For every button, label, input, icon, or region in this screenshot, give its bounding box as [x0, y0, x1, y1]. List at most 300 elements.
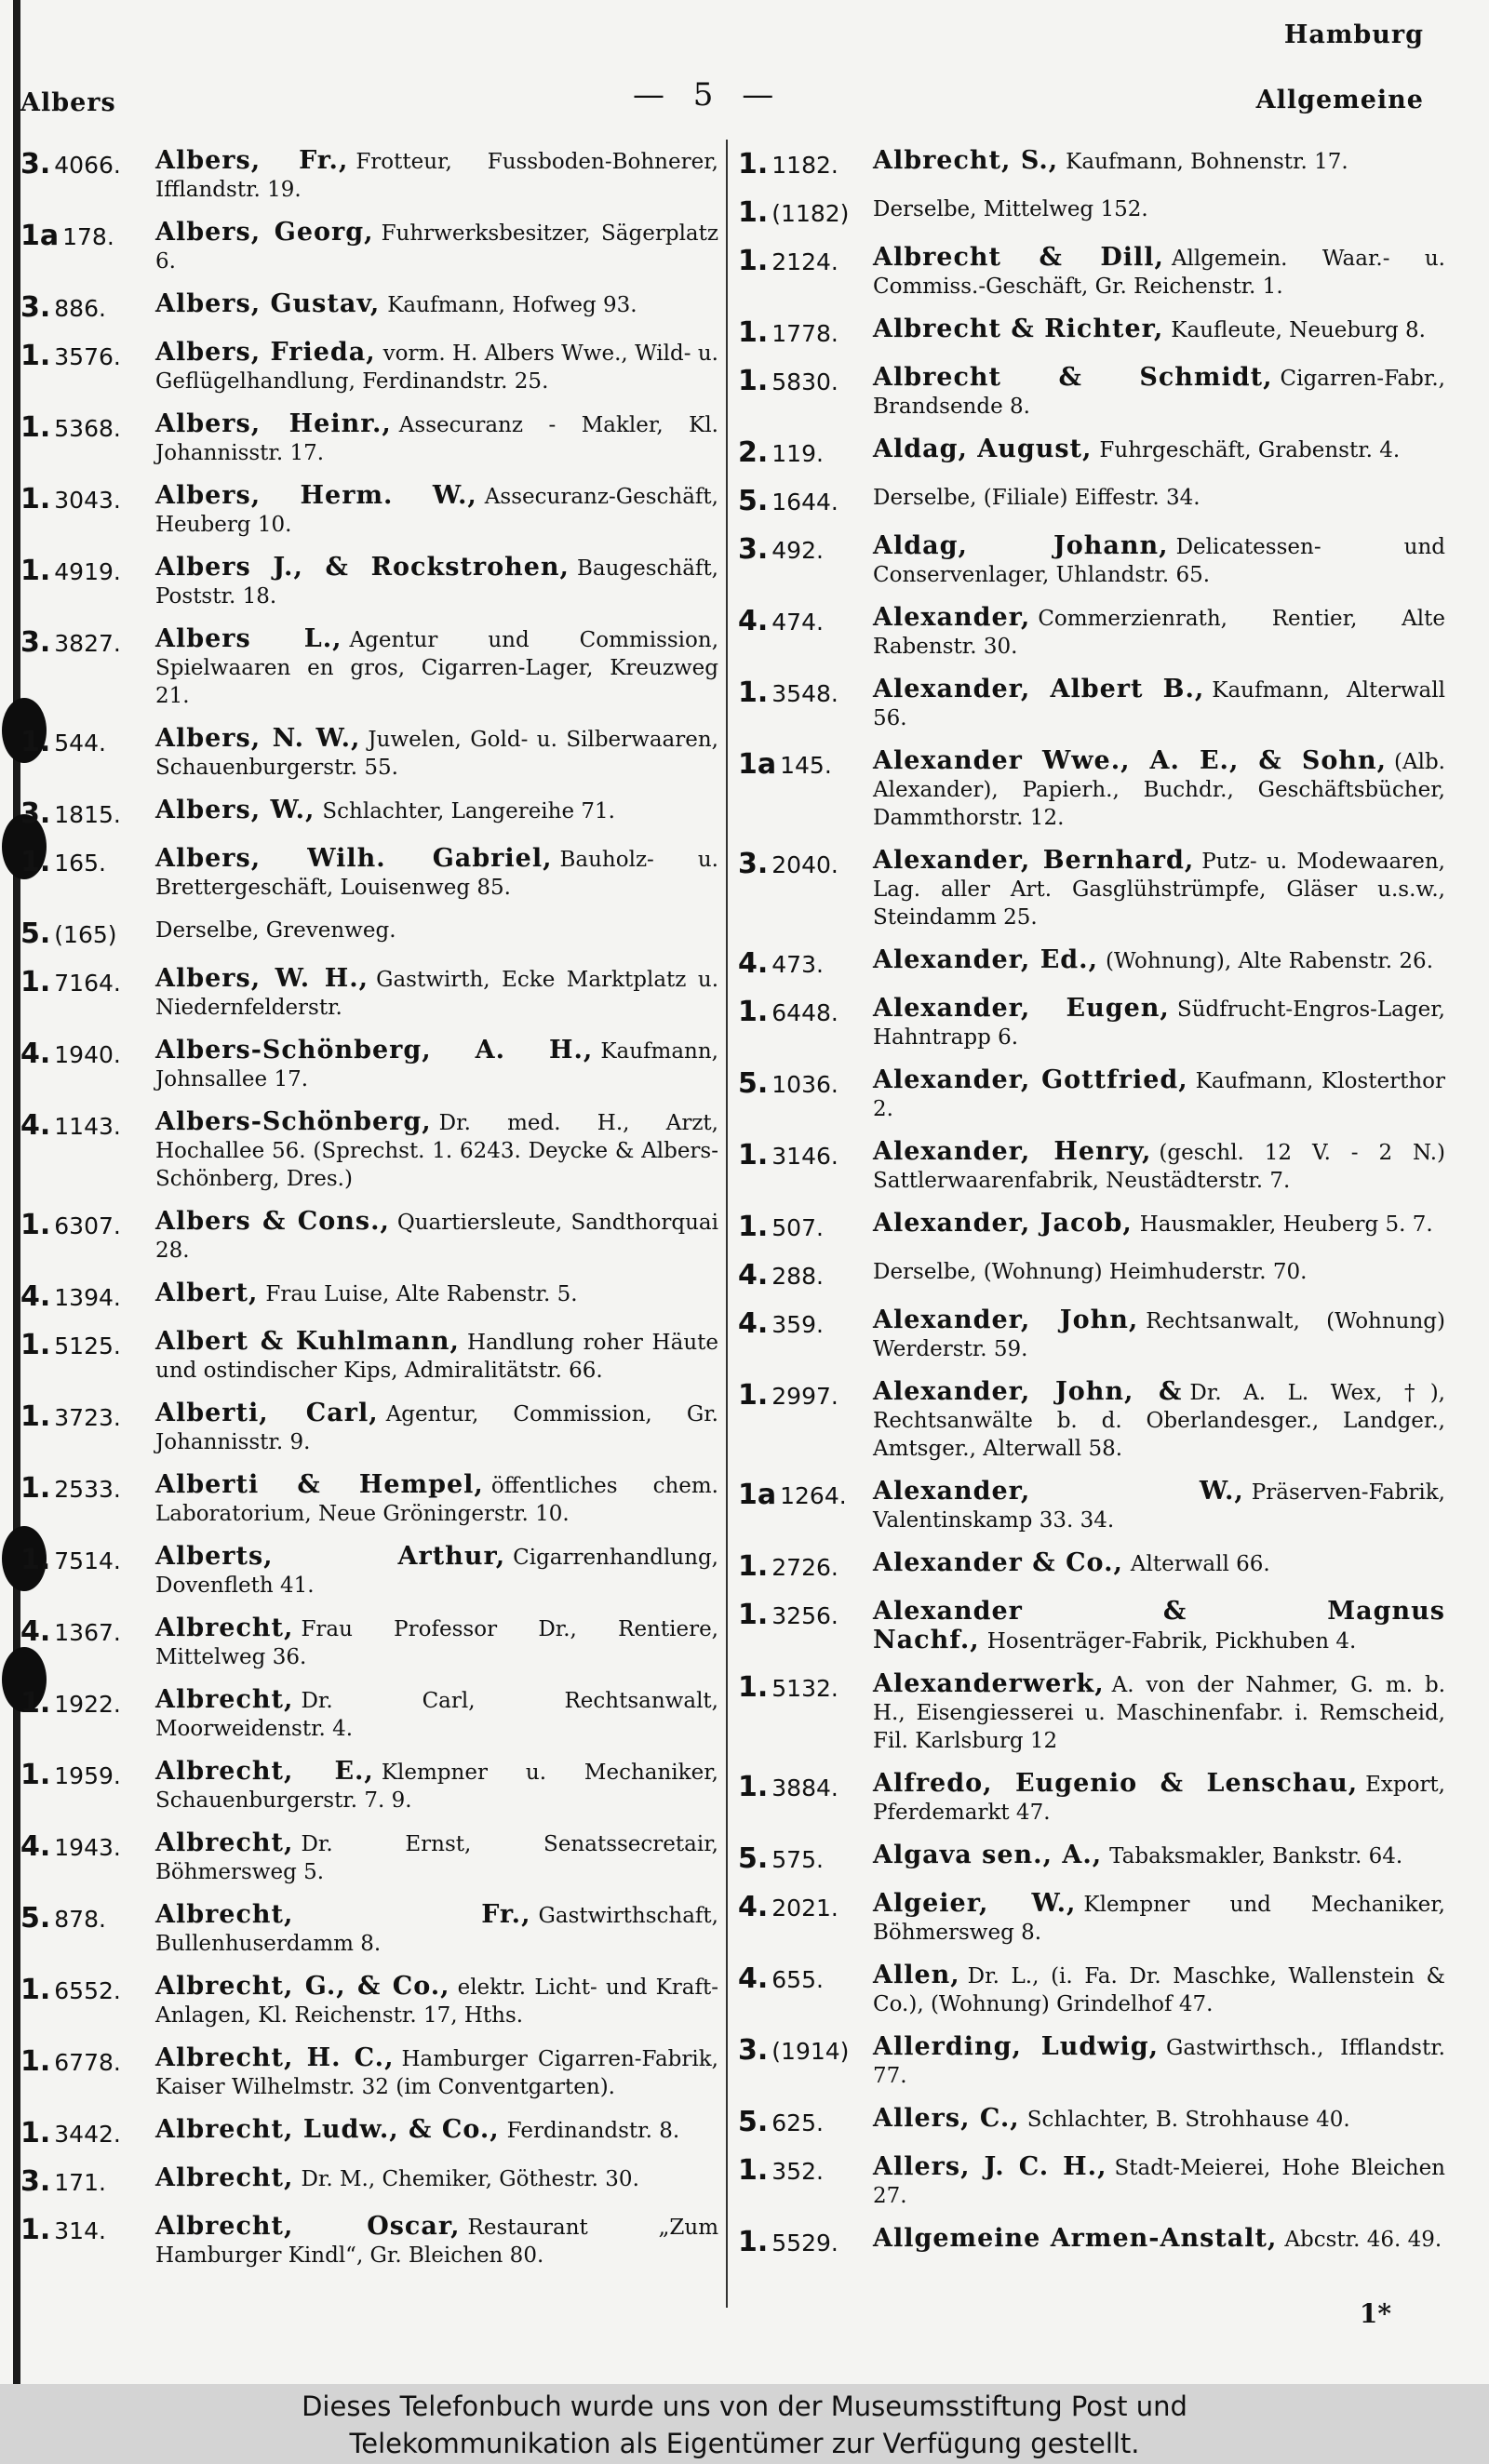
subscriber-name: Alfredo, Eugenio & Lenschau, [873, 1769, 1359, 1798]
exchange-code: 1. [20, 1974, 51, 2006]
directory-entry [738, 1962, 1445, 2018]
subscriber-name: Alexanderwerk, [873, 1669, 1105, 1698]
phone-number [738, 1890, 873, 1923]
exchange-code: 5. [738, 1842, 769, 1875]
phone-number [20, 1829, 155, 1863]
number-value: 878. [54, 1906, 106, 1933]
subscriber-name: Alberts, Arthur, [155, 1542, 506, 1571]
number-value: 1815. [54, 801, 121, 828]
entry-body [155, 725, 718, 782]
directory-entry [20, 1973, 718, 2029]
exchange-code: 4. [20, 1280, 51, 1313]
number-value: 178. [62, 223, 114, 250]
phone-number [20, 219, 155, 252]
directory-entry [20, 845, 718, 902]
directory-entry [738, 244, 1445, 301]
directory-entry [738, 1066, 1445, 1123]
exchange-code: 4. [738, 1891, 769, 1923]
directory-entry [738, 1306, 1445, 1363]
subscriber-name: Albrecht, E., [155, 1757, 374, 1786]
directory-entry [20, 290, 718, 324]
entry-body [155, 339, 718, 395]
entry-body [155, 1614, 718, 1671]
phone-number [20, 339, 155, 372]
exchange-code: 5. [20, 917, 51, 950]
subscriber-name: Albers, Wilh. Gabriel, [155, 844, 553, 873]
exchange-code: 1a [738, 1479, 777, 1511]
entry-body [873, 195, 1445, 223]
subscriber-name: Albrecht, Fr., [155, 1900, 531, 1929]
subscriber-name: Alexander, W., [873, 1477, 1244, 1506]
subscriber-details: Commerzienrath, Rentier, Alte Rabenstr. 30. [873, 607, 1445, 659]
directory-entry [20, 797, 718, 830]
number-value: 6778. [54, 2049, 121, 2076]
number-value: 3043. [54, 487, 121, 514]
subscriber-details: Juwelen, Gold- u. Silberwaaren, Schauenburgerstr. 55. [155, 728, 718, 780]
directory-entry [20, 554, 718, 610]
phone-number [20, 917, 155, 950]
phone-number [738, 1258, 873, 1292]
number-value: 3256. [771, 1602, 838, 1629]
subscriber-details: Frotteur, Fussboden-Bohnerer, Ifflandstr. 19. [155, 150, 718, 202]
entry-body [155, 1037, 718, 1093]
directory-entry [738, 1478, 1445, 1534]
exchange-code: 1. [738, 245, 769, 277]
entry-body [873, 747, 1445, 832]
subscriber-name: Alexander, Bernhard, [873, 846, 1195, 875]
entry-body [155, 1108, 718, 1193]
phone-number [20, 290, 155, 324]
exchange-code: 1. [20, 1209, 51, 1241]
exchange-code: 1. [20, 2214, 51, 2246]
number-value: 288. [771, 1263, 824, 1290]
subscriber-details: öffentliches chem. Laboratorium, Neue Gröningerstr. 10. [155, 1474, 718, 1526]
page-binding-edge [13, 0, 20, 2384]
phone-number [738, 676, 873, 709]
subscriber-details: (Alb. Alexander), Papierh., Buchdr., Geschäftsbücher, Dammthorstr. 12. [873, 750, 1445, 830]
entry-body [873, 946, 1445, 975]
subscriber-details: Dr. Carl, Rechtsanwalt, Moorweidenstr. 4. [155, 1689, 718, 1741]
subscriber-name: Allers, J. C. H., [873, 2152, 1107, 2181]
phone-number [738, 1670, 873, 1704]
directory-entry [20, 1328, 718, 1385]
number-value: 3827. [54, 630, 121, 657]
exchange-code: 1a [20, 220, 60, 252]
exchange-code: 1. [20, 483, 51, 516]
number-value: 1394. [54, 1284, 121, 1311]
exchange-code: 1. [738, 1671, 769, 1704]
directory-entry [20, 1686, 718, 1743]
subscriber-name: Alberti & Hempel, [155, 1470, 484, 1499]
phone-number [738, 2105, 873, 2138]
subscriber-name: Albrecht, [155, 1685, 294, 1714]
phone-number [738, 315, 873, 349]
footer-notice [0, 2384, 1489, 2464]
entry-body [873, 1962, 1445, 2018]
subscriber-details: Fuhrgeschäft, Grabenstr. 4. [1099, 438, 1401, 462]
exchange-code: 4. [738, 1259, 769, 1292]
exchange-code: 1. [20, 340, 51, 372]
exchange-code: 1. [738, 365, 769, 397]
directory-entry [738, 2153, 1445, 2210]
entry-body [873, 244, 1445, 301]
directory-entry [20, 1758, 718, 1815]
exchange-code: 1. [738, 1379, 769, 1412]
entry-body [155, 290, 718, 319]
exchange-code: 1. [738, 1139, 769, 1172]
number-value: 2726. [771, 1554, 838, 1581]
directory-entry [738, 315, 1445, 349]
subscriber-details: Allgemein. Waar.- u. Commiss.-Geschäft, Gr. Reichenstr. 1. [873, 247, 1445, 299]
subscriber-details: Alterwall 66. [1130, 1552, 1270, 1576]
subscriber-details: A. von der Nahmer, G. m. b. H., Eisengiesserei u. Maschinenfabr. i. Remscheid, Fil. Karlsburg 12 [873, 1673, 1445, 1753]
entry-body [873, 676, 1445, 732]
entry-body [155, 1471, 718, 1528]
exchange-code: 4. [20, 1830, 51, 1863]
number-value: 575. [771, 1846, 824, 1873]
phone-number [738, 244, 873, 277]
subscriber-name: Albrecht, S., [873, 146, 1059, 175]
subscriber-name: Albert & Kuhlmann, [155, 1327, 460, 1356]
entry-body [155, 219, 718, 275]
exchange-code: 1. [738, 196, 769, 229]
subscriber-name: Albers, Gustav, [155, 289, 381, 318]
phone-number [738, 1549, 873, 1583]
directory-entry [20, 410, 718, 467]
phone-number [738, 1598, 873, 1631]
entry-body [873, 1210, 1445, 1239]
phone-number [20, 1686, 155, 1720]
left-column [20, 147, 718, 2284]
exchange-code: 3. [738, 2034, 769, 2067]
directory-entry [20, 1399, 718, 1456]
phone-number [20, 1208, 155, 1241]
number-value: 5368. [54, 415, 121, 442]
entry-body [155, 1543, 718, 1600]
directory-entry [738, 747, 1445, 832]
subscriber-details: Gastwirth, Ecke Marktplatz u. Niedernfelderstr. [155, 968, 719, 1020]
phone-number [20, 1901, 155, 1935]
subscriber-details: Bauholz- u. Brettergeschäft, Louisenweg 85. [155, 848, 718, 900]
entry-body [873, 1066, 1445, 1123]
subscriber-details: Quartiersleute, Sandthorquai 28. [155, 1211, 718, 1263]
entry-body [155, 1208, 718, 1265]
exchange-code: 4. [738, 1307, 769, 1340]
entry-body [873, 147, 1445, 176]
number-value: 474. [771, 609, 824, 636]
number-value: 1182. [771, 152, 838, 179]
entry-body [155, 2164, 718, 2193]
subscriber-name: Albers, Herm. W., [155, 481, 477, 510]
number-value: 3723. [54, 1404, 121, 1431]
directory-entry [20, 1543, 718, 1600]
exchange-code: 4. [20, 1038, 51, 1070]
exchange-code: 1. [20, 555, 51, 587]
subscriber-details: (Wohnung), Alte Rabenstr. 26. [1105, 949, 1434, 973]
directory-entry [738, 2105, 1445, 2138]
entry-body [873, 1478, 1445, 1534]
entry-body [155, 917, 718, 944]
directory-entry [20, 1279, 718, 1313]
subscriber-details: Frau Luise, Alte Rabenstr. 5. [265, 1282, 578, 1306]
number-value: 1943. [54, 1834, 121, 1861]
number-value: 625. [771, 2109, 824, 2136]
phone-number [20, 1399, 155, 1433]
exchange-code: 1. [20, 726, 51, 758]
subscriber-name: Albrecht, H. C., [155, 2043, 395, 2072]
exchange-code: 1. [20, 846, 51, 878]
subscriber-details: Klempner u. Mechaniker, Schauenburgerstr. 7. 9. [155, 1761, 718, 1813]
subscriber-details: Cigarren-Fabr., Brandsende 8. [873, 367, 1445, 419]
directory-entry [20, 2213, 718, 2270]
exchange-code: 1. [738, 1550, 769, 1583]
entry-body [873, 2105, 1445, 2134]
number-value: 119. [771, 440, 824, 467]
subscriber-name: Albrecht & Dill, [873, 243, 1164, 272]
subscriber-details: Kaufleute, Neueburg 8. [1171, 318, 1426, 342]
exchange-code: 1. [20, 2045, 51, 2078]
exchange-code: 1. [738, 1771, 769, 1803]
directory-entry [738, 1670, 1445, 1755]
entry-body [155, 1399, 718, 1456]
number-value: 1036. [771, 1071, 838, 1098]
entry-body [873, 1770, 1445, 1827]
subscriber-details: Abcstr. 46. 49. [1284, 2228, 1442, 2252]
subscriber-name: Alexander, Gottfried, [873, 1065, 1188, 1094]
entry-body [873, 1258, 1445, 1286]
header-city: Hamburg [1283, 20, 1424, 49]
directory-entry [738, 532, 1445, 589]
entry-body [873, 1841, 1445, 1870]
subscriber-name: Albrecht, [155, 1828, 294, 1857]
subscriber-details: Fuhrwerksbesitzer, Sägerplatz 6. [155, 221, 718, 274]
subscriber-details: Derselbe, (Wohnung) Heimhuderstr. 70. [873, 1260, 1308, 1284]
number-value: 2040. [771, 851, 838, 878]
exchange-code: 3. [20, 291, 51, 324]
subscriber-details: elektr. Licht- und Kraft-Anlagen, Kl. Reichenstr. 17, Hths. [155, 1975, 718, 2028]
entry-body [155, 410, 718, 467]
exchange-code: 1. [20, 1759, 51, 1791]
directory-entry [738, 995, 1445, 1051]
entry-body [155, 625, 718, 710]
phone-number [20, 1614, 155, 1648]
phone-number [738, 1210, 873, 1243]
subscriber-name: Albrecht & Schmidt, [873, 363, 1273, 392]
number-value: 1922. [54, 1691, 121, 1718]
subscriber-name: Albrecht, G., & Co., [155, 1972, 450, 2001]
directory-entry [20, 219, 718, 275]
subscriber-details: Dr. med. H., Arzt, Hochallee 56. (Sprechst. 1. 6243. Deycke & Albers-Schönberg, Dres.) [155, 1111, 718, 1191]
number-value: 3548. [771, 680, 838, 707]
number-value: 5132. [771, 1675, 838, 1702]
directory-entry [738, 1890, 1445, 1947]
number-value: 1264. [780, 1482, 847, 1509]
subscriber-name: Aldag, Johann, [873, 531, 1169, 560]
directory-entry [20, 917, 718, 950]
page-number: — 5 — [633, 76, 784, 114]
number-value: 1644. [771, 489, 838, 516]
entry-body [155, 1686, 718, 1743]
exchange-code: 1. [20, 1329, 51, 1361]
subscriber-name: Albers, Heinr., [155, 409, 392, 438]
exchange-code: 1. [738, 1599, 769, 1631]
exchange-code: 1. [20, 2117, 51, 2149]
subscriber-details: Schlachter, Langereihe 71. [322, 799, 615, 824]
subscriber-details: Klempner und Mechaniker, Böhmersweg 8. [873, 1893, 1445, 1945]
exchange-code: 1. [738, 996, 769, 1028]
entry-body [873, 1378, 1445, 1463]
subscriber-details: Kaufmann, Hofweg 93. [387, 293, 637, 317]
exchange-code: 1. [20, 966, 51, 998]
entry-body [155, 2044, 718, 2101]
exchange-code: 5. [738, 1067, 769, 1100]
exchange-code: 5. [738, 2106, 769, 2138]
exchange-code: 4. [738, 947, 769, 980]
subscriber-details: Delicatessen- und Conservenlager, Uhlandstr. 65. [873, 535, 1445, 587]
directory-entry [738, 147, 1445, 181]
phone-number [20, 797, 155, 830]
subscriber-name: Algava sen., A., [873, 1841, 1103, 1869]
exchange-code: 1. [738, 148, 769, 181]
subscriber-name: Allgemeine Armen-Anstalt, [873, 2224, 1278, 2253]
exchange-code: 1. [738, 676, 769, 709]
directory-entry [738, 847, 1445, 931]
directory-entry [738, 2033, 1445, 2090]
subscriber-name: Albrecht, [155, 1614, 294, 1642]
phone-number [738, 1841, 873, 1875]
entry-body [873, 364, 1445, 421]
subscriber-name: Albers-Schönberg, [155, 1107, 432, 1136]
subscriber-name: Albrecht, Oscar, [155, 2212, 461, 2241]
number-value: 507. [771, 1214, 824, 1241]
phone-number [738, 1306, 873, 1340]
entry-body [873, 2225, 1445, 2254]
subscriber-details: Baugeschäft, Poststr. 18. [155, 556, 718, 609]
directory-entry [738, 2225, 1445, 2258]
phone-number [738, 1138, 873, 1172]
subscriber-details: Rechtsanwalt, (Wohnung) Werderstr. 59. [873, 1309, 1445, 1361]
subscriber-details: Cigarrenhandlung, Dovenfleth 41. [155, 1546, 718, 1598]
entry-body [155, 1758, 718, 1815]
directory-entry [738, 946, 1445, 980]
subscriber-details: Hosenträger-Fabrik, Pickhuben 4. [986, 1629, 1357, 1654]
phone-number [738, 1478, 873, 1511]
phone-number [20, 1758, 155, 1791]
directory-entry [738, 1770, 1445, 1827]
phone-number [738, 484, 873, 517]
directory-entry [738, 435, 1445, 469]
subscriber-name: Alexander, [873, 603, 1031, 632]
subscriber-details: Kaufmann, Alterwall 56. [873, 678, 1445, 730]
subscriber-name: Albers, W. H., [155, 964, 369, 993]
phone-number [738, 995, 873, 1028]
subscriber-details: Derselbe, (Filiale) Eiffestr. 34. [873, 486, 1201, 510]
entry-body [873, 315, 1445, 344]
phone-number [738, 532, 873, 566]
number-value: 145. [780, 752, 832, 779]
subscriber-details: Agentur, Commission, Gr. Johannisstr. 9. [155, 1402, 718, 1454]
phone-number [20, 410, 155, 444]
subscriber-details: Kaufmann, Klosterthor 2. [873, 1069, 1445, 1121]
entry-body [873, 1598, 1445, 1655]
entry-body [155, 965, 718, 1022]
phone-number [20, 1279, 155, 1313]
subscriber-name: Albers, Georg, [155, 218, 374, 247]
subscriber-name: Allen, [873, 1961, 960, 1989]
number-value: 7514. [54, 1547, 121, 1574]
number-value: 655. [771, 1966, 824, 1993]
subscriber-details: Derselbe, Grevenweg. [155, 918, 396, 943]
column-divider [726, 140, 728, 2308]
entry-body [155, 797, 718, 825]
entry-body [873, 1549, 1445, 1578]
directory-entry [738, 1841, 1445, 1875]
directory-entry [738, 1549, 1445, 1583]
subscriber-name: Alexander, Albert B., [873, 675, 1205, 703]
phone-number [738, 147, 873, 181]
exchange-code: 1. [20, 1687, 51, 1720]
subscriber-details: Hamburger Cigarren-Fabrik, Kaiser Wilhelmstr. 32 (im Conventgarten). [155, 2047, 718, 2099]
entry-body [873, 604, 1445, 661]
directory-entry [20, 1829, 718, 1886]
subscriber-details: Assecuranz - Makler, Kl. Johannisstr. 17. [155, 413, 718, 465]
number-value: 544. [54, 730, 106, 757]
entry-body [155, 147, 718, 204]
subscriber-name: Algeier, W., [873, 1889, 1077, 1918]
subscriber-details: Tabaksmakler, Bankstr. 64. [1109, 1844, 1403, 1868]
directory-entry [20, 2116, 718, 2149]
directory-entry [20, 2164, 718, 2198]
directory-entry [20, 1208, 718, 1265]
exchange-code: 1. [738, 316, 769, 349]
entry-body [873, 995, 1445, 1051]
number-value: 1940. [54, 1041, 121, 1068]
phone-number [738, 1962, 873, 1995]
subscriber-details: Assecuranz-Geschäft, Heuberg 10. [155, 485, 718, 537]
entry-body [155, 2116, 718, 2145]
directory-entry [738, 364, 1445, 421]
exchange-code: 3. [20, 2165, 51, 2198]
phone-number [20, 725, 155, 758]
phone-number [20, 482, 155, 516]
subscriber-details: Stadt-Meierei, Hohe Bleichen 27. [873, 2156, 1445, 2208]
subscriber-details: Agentur und Commission, Spielwaaren en gros, Cigarren-Lager, Kreuzweg 21. [155, 628, 719, 708]
subscriber-details: Schlachter, B. Strohhause 40. [1026, 2108, 1350, 2132]
footer-line-1: Dieses Telefonbuch wurde uns von der Museumsstiftung Post und [302, 2390, 1187, 2422]
number-value: (1182) [771, 200, 850, 227]
exchange-code: 3. [20, 148, 51, 181]
entry-body [873, 847, 1445, 931]
number-value: (165) [54, 921, 117, 948]
subscriber-details: Präserven-Fabrik, Valentinskamp 33. 34. [873, 1480, 1445, 1533]
number-value: 1367. [54, 1619, 121, 1646]
phone-number [738, 2033, 873, 2067]
phone-number [20, 2116, 155, 2149]
subscriber-details: Gastwirthsch., Ifflandstr. 77. [873, 2036, 1445, 2088]
subscriber-name: Albers & Cons., [155, 1207, 390, 1236]
exchange-code: 3. [20, 797, 51, 830]
subscriber-name: Alexander & Co., [873, 1548, 1123, 1577]
subscriber-details: Hausmakler, Heuberg 5. 7. [1139, 1212, 1433, 1237]
subscriber-name: Alexander & Magnus Nachf., [873, 1597, 1445, 1654]
phone-number [738, 847, 873, 880]
number-value: 473. [771, 951, 824, 978]
phone-number [20, 625, 155, 659]
phone-number [738, 364, 873, 397]
entry-body [873, 484, 1445, 512]
subscriber-name: Albert, [155, 1279, 259, 1307]
number-value: 1778. [771, 320, 838, 347]
